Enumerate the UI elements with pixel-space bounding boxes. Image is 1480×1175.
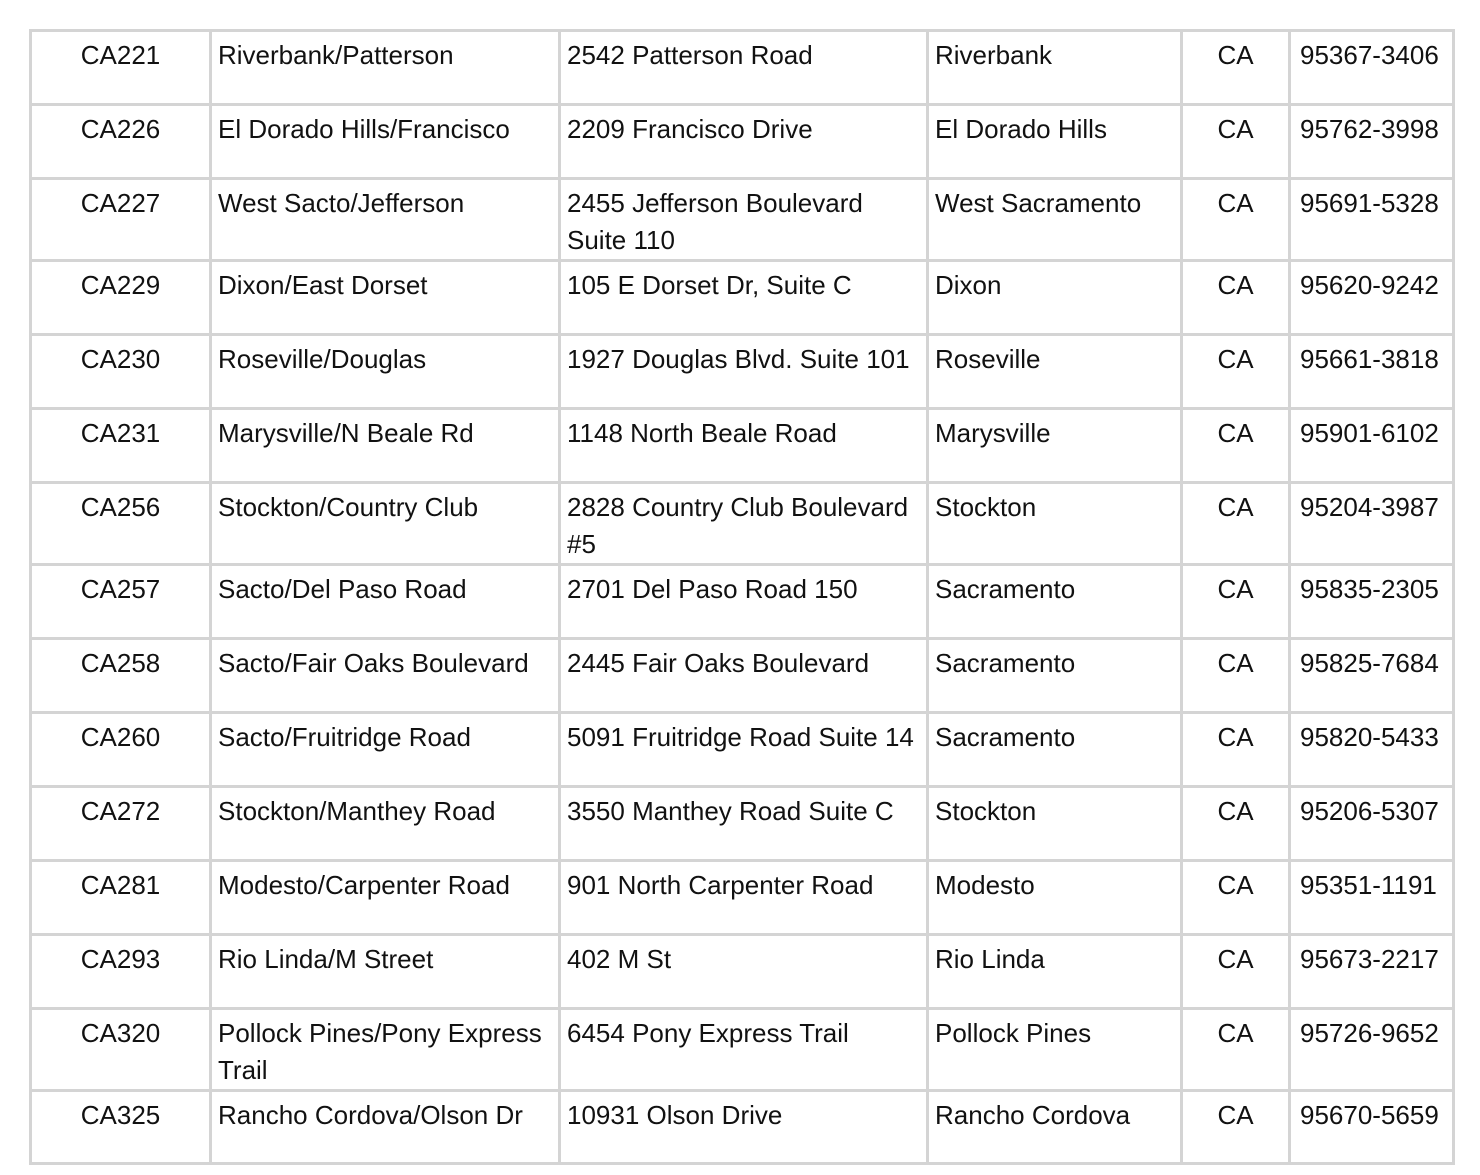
- zip-code-cell: 95351-1191: [1290, 861, 1454, 935]
- store-code-cell: CA221: [31, 31, 211, 105]
- table-row: [31, 861, 1454, 935]
- street-address-cell: 2701 Del Paso Road 150: [560, 565, 928, 639]
- table-row: [31, 179, 1454, 261]
- store-name-cell: El Dorado Hills/Francisco: [211, 105, 560, 179]
- store-code-cell: CA281: [31, 861, 211, 935]
- state-cell: CA: [1182, 31, 1290, 105]
- store-code-cell: CA260: [31, 713, 211, 787]
- street-address-cell: 2542 Patterson Road: [560, 31, 928, 105]
- state-cell: CA: [1182, 639, 1290, 713]
- street-address-cell: 3550 Manthey Road Suite C: [560, 787, 928, 861]
- store-name-cell: Rancho Cordova/Olson Dr: [211, 1091, 560, 1164]
- store-name-cell: West Sacto/Jefferson: [211, 179, 560, 261]
- store-code-cell: CA325: [31, 1091, 211, 1164]
- state-cell: CA: [1182, 179, 1290, 261]
- store-code-cell: CA258: [31, 639, 211, 713]
- table-row: [31, 105, 1454, 179]
- city-cell: Stockton: [928, 483, 1182, 565]
- store-name-cell: Marysville/N Beale Rd: [211, 409, 560, 483]
- store-code-cell: CA231: [31, 409, 211, 483]
- table-row: [31, 1009, 1454, 1091]
- street-address-cell: 105 E Dorset Dr, Suite C: [560, 261, 928, 335]
- state-cell: CA: [1182, 483, 1290, 565]
- zip-code-cell: 95726-9652: [1290, 1009, 1454, 1091]
- table-row: [31, 1091, 1454, 1164]
- zip-code-cell: 95901-6102: [1290, 409, 1454, 483]
- state-cell: CA: [1182, 335, 1290, 409]
- table-body: [31, 31, 1454, 1164]
- table-row: [31, 787, 1454, 861]
- table-row: [31, 31, 1454, 105]
- street-address-cell: 5091 Fruitridge Road Suite 14: [560, 713, 928, 787]
- state-cell: CA: [1182, 409, 1290, 483]
- city-cell: Riverbank: [928, 31, 1182, 105]
- store-code-cell: CA320: [31, 1009, 211, 1091]
- store-code-cell: CA229: [31, 261, 211, 335]
- zip-code-cell: 95825-7684: [1290, 639, 1454, 713]
- table-row: [31, 713, 1454, 787]
- store-code-cell: CA230: [31, 335, 211, 409]
- city-cell: Sacramento: [928, 713, 1182, 787]
- street-address-cell: 6454 Pony Express Trail: [560, 1009, 928, 1091]
- city-cell: Rio Linda: [928, 935, 1182, 1009]
- table-row: [31, 565, 1454, 639]
- store-name-cell: Rio Linda/M Street: [211, 935, 560, 1009]
- store-name-cell: Pollock Pines/Pony Express Trail: [211, 1009, 560, 1091]
- store-code-cell: CA226: [31, 105, 211, 179]
- table-row: [31, 409, 1454, 483]
- store-code-cell: CA272: [31, 787, 211, 861]
- table-row: [31, 935, 1454, 1009]
- locations-table-container: [29, 29, 1452, 1165]
- city-cell: West Sacramento: [928, 179, 1182, 261]
- store-code-cell: CA293: [31, 935, 211, 1009]
- store-name-cell: Riverbank/Patterson: [211, 31, 560, 105]
- city-cell: Marysville: [928, 409, 1182, 483]
- store-name-cell: Sacto/Fair Oaks Boulevard: [211, 639, 560, 713]
- state-cell: CA: [1182, 261, 1290, 335]
- store-code-cell: CA256: [31, 483, 211, 565]
- zip-code-cell: 95367-3406: [1290, 31, 1454, 105]
- city-cell: El Dorado Hills: [928, 105, 1182, 179]
- street-address-cell: 1148 North Beale Road: [560, 409, 928, 483]
- table-row: [31, 639, 1454, 713]
- zip-code-cell: 95835-2305: [1290, 565, 1454, 639]
- state-cell: CA: [1182, 105, 1290, 179]
- store-code-cell: CA227: [31, 179, 211, 261]
- zip-code-cell: 95670-5659: [1290, 1091, 1454, 1164]
- city-cell: Stockton: [928, 787, 1182, 861]
- state-cell: CA: [1182, 1091, 1290, 1164]
- store-name-cell: Roseville/Douglas: [211, 335, 560, 409]
- store-name-cell: Stockton/Country Club: [211, 483, 560, 565]
- store-code-cell: CA257: [31, 565, 211, 639]
- zip-code-cell: 95762-3998: [1290, 105, 1454, 179]
- zip-code-cell: 95206-5307: [1290, 787, 1454, 861]
- store-name-cell: Stockton/Manthey Road: [211, 787, 560, 861]
- street-address-cell: 901 North Carpenter Road: [560, 861, 928, 935]
- street-address-cell: 2209 Francisco Drive: [560, 105, 928, 179]
- state-cell: CA: [1182, 713, 1290, 787]
- city-cell: Sacramento: [928, 565, 1182, 639]
- table-row: [31, 483, 1454, 565]
- street-address-cell: 10931 Olson Drive: [560, 1091, 928, 1164]
- zip-code-cell: 95620-9242: [1290, 261, 1454, 335]
- store-name-cell: Dixon/East Dorset: [211, 261, 560, 335]
- zip-code-cell: 95820-5433: [1290, 713, 1454, 787]
- store-name-cell: Sacto/Fruitridge Road: [211, 713, 560, 787]
- zip-code-cell: 95673-2217: [1290, 935, 1454, 1009]
- state-cell: CA: [1182, 565, 1290, 639]
- state-cell: CA: [1182, 1009, 1290, 1091]
- table-row: [31, 261, 1454, 335]
- zip-code-cell: 95204-3987: [1290, 483, 1454, 565]
- state-cell: CA: [1182, 861, 1290, 935]
- street-address-cell: 2828 Country Club Boulevard #5: [560, 483, 928, 565]
- store-name-cell: Sacto/Del Paso Road: [211, 565, 560, 639]
- street-address-cell: 2455 Jefferson Boulevard Suite 110: [560, 179, 928, 261]
- zip-code-cell: 95661-3818: [1290, 335, 1454, 409]
- street-address-cell: 402 M St: [560, 935, 928, 1009]
- city-cell: Sacramento: [928, 639, 1182, 713]
- city-cell: Rancho Cordova: [928, 1091, 1182, 1164]
- zip-code-cell: 95691-5328: [1290, 179, 1454, 261]
- store-name-cell: Modesto/Carpenter Road: [211, 861, 560, 935]
- street-address-cell: 1927 Douglas Blvd. Suite 101: [560, 335, 928, 409]
- city-cell: Dixon: [928, 261, 1182, 335]
- state-cell: CA: [1182, 935, 1290, 1009]
- table-row: [31, 335, 1454, 409]
- state-cell: CA: [1182, 787, 1290, 861]
- street-address-cell: 2445 Fair Oaks Boulevard: [560, 639, 928, 713]
- city-cell: Roseville: [928, 335, 1182, 409]
- city-cell: Modesto: [928, 861, 1182, 935]
- city-cell: Pollock Pines: [928, 1009, 1182, 1091]
- locations-table: [29, 29, 1455, 1165]
